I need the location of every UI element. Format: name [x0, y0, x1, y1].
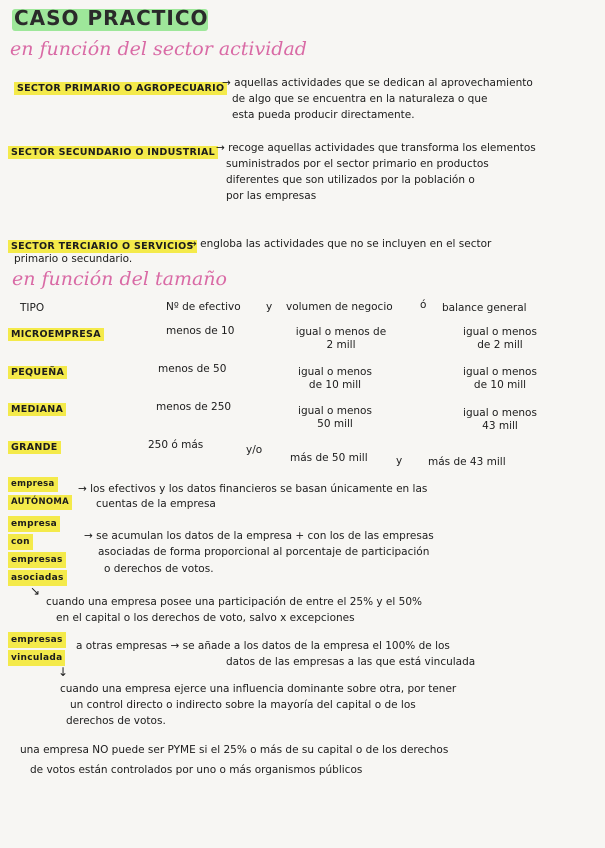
table-header: volumen de negocio — [286, 301, 393, 313]
cell-volumen — [270, 405, 400, 431]
sector-line: suministrados por el sector primario en productos — [226, 158, 489, 170]
autonoma-label — [8, 474, 72, 510]
tipo-label: PEQUEÑA — [8, 366, 67, 379]
table-header: y — [266, 301, 273, 313]
vinculada-note: un control directo o indirecto sobre la mayoría del capital o de los — [70, 699, 416, 711]
vinculada-note: derechos de votos. — [66, 715, 166, 727]
cell-line: igual o menos — [463, 326, 537, 338]
label-line: empresa — [8, 477, 58, 492]
tipo-label: MICROEMPRESA — [8, 328, 104, 341]
vinculada-line: a otras empresas → se añade a los datos de la empresa el 100% de los — [76, 640, 450, 652]
sector-label: SECTOR SECUNDARIO O INDUSTRIAL — [8, 146, 218, 159]
cell-line: igual o menos — [298, 405, 372, 417]
cell-balance — [440, 326, 560, 352]
cell-line: 50 mill — [317, 418, 353, 430]
footer-line: de votos están controlados por uno o más organismos públicos — [30, 764, 363, 776]
cell-line: igual o menos — [463, 366, 537, 378]
page-title: CASO PRACTICO — [14, 6, 209, 30]
cell-line: 43 mill — [482, 420, 518, 432]
label-line: asociadas — [8, 570, 67, 586]
table-header: balance general — [442, 302, 527, 314]
table-row — [8, 322, 104, 341]
table-row — [8, 360, 67, 379]
table-row — [8, 435, 61, 454]
sector-primario — [14, 76, 227, 95]
label-line: AUTÓNOMA — [8, 495, 72, 510]
label-line: vinculada — [8, 650, 65, 666]
tipo-label: GRANDE — [8, 441, 61, 454]
arrow-down-icon: ↓ — [58, 665, 69, 679]
table-row — [8, 397, 66, 416]
cell-balance — [440, 407, 560, 433]
cell-balance — [440, 366, 560, 392]
cell-line: igual o menos de — [295, 326, 387, 338]
cell-balance: más de 43 mill — [428, 456, 506, 468]
cell-conj: y — [396, 455, 403, 467]
tipo-label: MEDIANA — [8, 403, 66, 416]
sector-line: por las empresas — [226, 190, 317, 202]
asociadas-label — [8, 514, 67, 586]
arrow-down-icon: ↘ — [30, 584, 41, 598]
cell-efectivo: menos de 250 — [156, 401, 232, 413]
asociadas-note: en el capital o los derechos de voto, salvo x excepciones — [56, 612, 355, 624]
vinculada-label — [8, 630, 66, 666]
cell-line: igual o menos — [463, 407, 537, 419]
autonoma-line: cuentas de la empresa — [96, 498, 216, 510]
label-line: empresas — [8, 552, 66, 568]
sector-line: → engloba las actividades que no se incluyen en el sector — [188, 238, 492, 250]
sector-line: de algo que se encuentra en la naturaleza o que — [232, 93, 488, 105]
section-heading-tamano: en función del tamaño — [12, 268, 227, 290]
cell-line: de 2 mill — [477, 339, 523, 351]
section-heading-sector: en función del sector actividad — [10, 38, 307, 60]
cell-efectivo: menos de 10 — [166, 325, 235, 337]
cell-efectivo: 250 ó más — [148, 439, 204, 451]
cell-volumen — [276, 326, 406, 352]
vinculada-note: cuando una empresa ejerce una influencia dominante sobre otra, por tener — [60, 683, 457, 695]
cell-efectivo: menos de 50 — [158, 363, 227, 375]
cell-line: de 10 mill — [473, 379, 527, 391]
sector-label: SECTOR PRIMARIO O AGROPECUARIO — [14, 82, 227, 95]
sector-label: SECTOR TERCIARIO O SERVICIOS — [8, 240, 197, 253]
label-line: empresas — [8, 632, 66, 648]
table-header: ó — [420, 299, 427, 311]
asociadas-line: asociadas de forma proporcional al porcentaje de participación — [98, 546, 430, 558]
sector-line: esta pueda producir directamente. — [232, 109, 415, 121]
vinculada-line: datos de las empresas a las que está vinculada — [226, 656, 476, 668]
sector-line: primario o secundario. — [14, 253, 133, 265]
sector-secundario — [8, 140, 218, 159]
cell-line: igual o menos — [298, 366, 372, 378]
cell-volumen: más de 50 mill — [290, 452, 368, 464]
footer-line: una empresa NO puede ser PYME si el 25% o más de su capital o de los derechos — [20, 744, 449, 756]
cell-conj: y/o — [246, 444, 263, 456]
label-line: empresa — [8, 516, 60, 532]
sector-line: → recoge aquellas actividades que transforma los elementos — [216, 142, 536, 154]
sector-line: → aquellas actividades que se dedican al aprovechamiento — [222, 77, 533, 89]
asociadas-line: → se acumulan los datos de la empresa + con los de las empresas — [84, 530, 434, 542]
label-line: con — [8, 534, 33, 550]
cell-line: 2 mill — [326, 339, 356, 351]
cell-line: de 10 mill — [308, 379, 362, 391]
sector-terciario — [8, 234, 197, 253]
table-header: Nº de efectivo — [166, 301, 241, 313]
asociadas-note: cuando una empresa posee una participación de entre el 25% y el 50% — [46, 596, 422, 608]
sector-line: diferentes que son utilizados por la población o — [226, 174, 475, 186]
table-header: TIPO — [20, 302, 45, 314]
autonoma-line: → los efectivos y los datos financieros se basan únicamente en las — [78, 483, 428, 495]
cell-volumen — [270, 366, 400, 392]
asociadas-line: o derechos de votos. — [104, 563, 214, 575]
